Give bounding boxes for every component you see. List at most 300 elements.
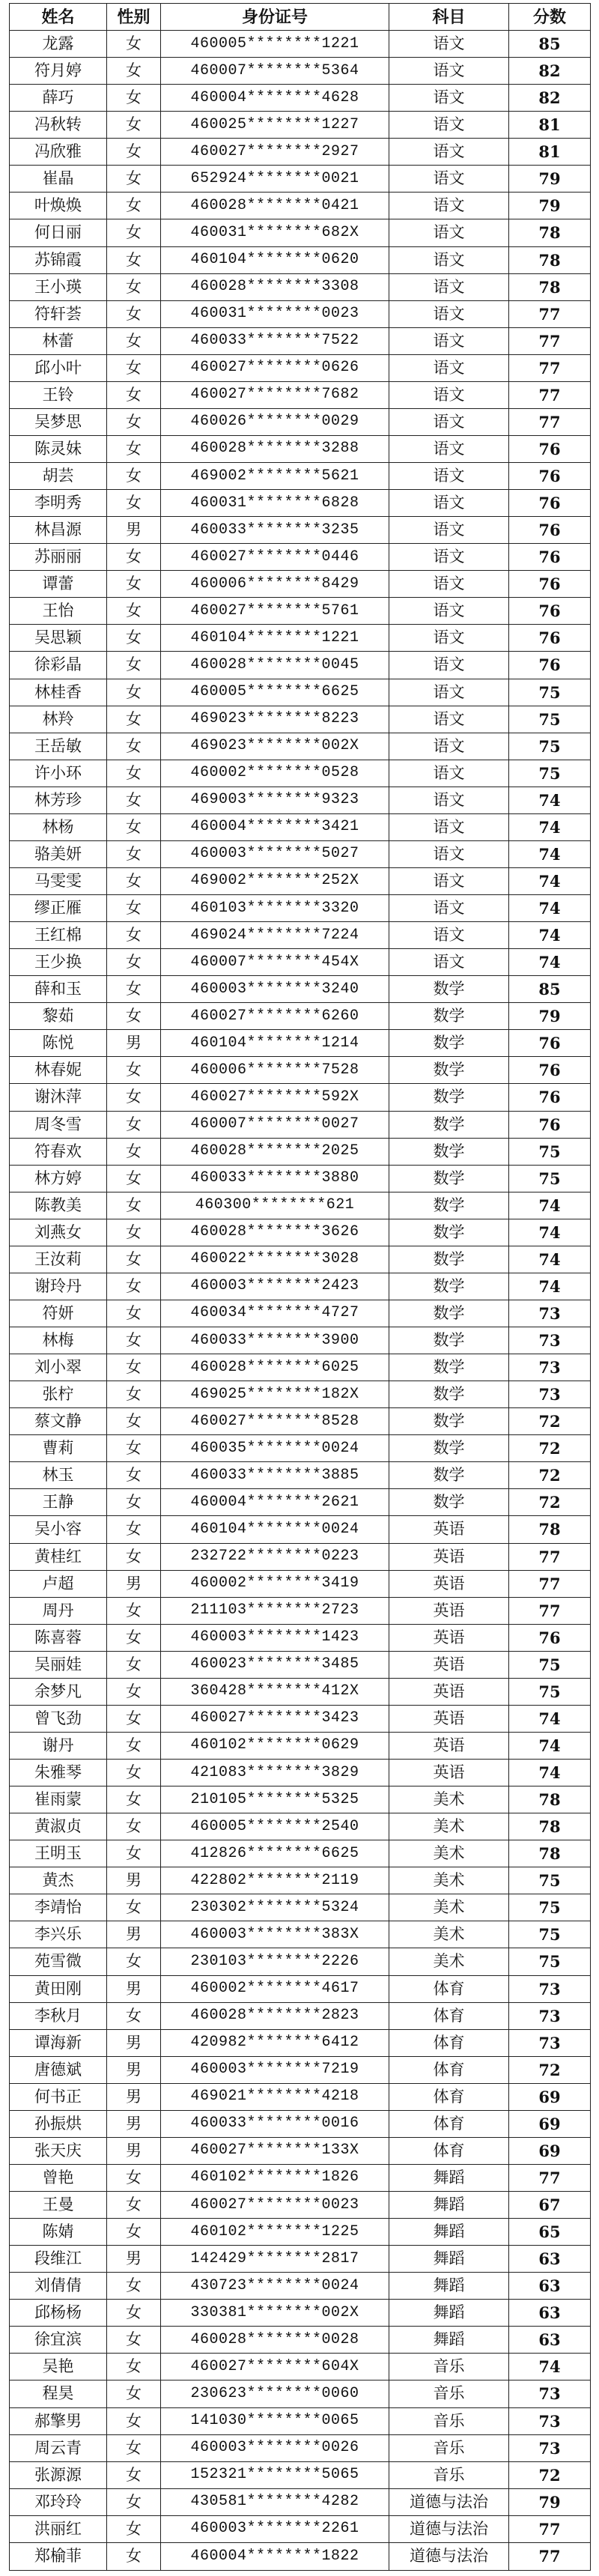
cell-id-number: 460035********0024 bbox=[161, 1435, 389, 1462]
cell-subject: 数学 bbox=[389, 1030, 509, 1057]
cell-score: 65 bbox=[509, 2219, 591, 2246]
cell-id-number: 232722********0223 bbox=[161, 1543, 389, 1570]
cell-name: 王怡 bbox=[10, 598, 107, 625]
cell-id-number: 460003********0026 bbox=[161, 2434, 389, 2461]
cell-score: 75 bbox=[509, 760, 591, 787]
cell-gender: 女 bbox=[107, 1597, 161, 1624]
cell-subject: 语文 bbox=[389, 354, 509, 381]
cell-subject: 语文 bbox=[389, 949, 509, 976]
cell-name: 陈喜蓉 bbox=[10, 1624, 107, 1651]
cell-subject: 舞蹈 bbox=[389, 2219, 509, 2246]
cell-score: 73 bbox=[509, 2002, 591, 2029]
table-row bbox=[10, 2056, 591, 2083]
cell-id-number: 460004********2621 bbox=[161, 1489, 389, 1516]
cell-subject: 数学 bbox=[389, 1489, 509, 1516]
cell-score: 79 bbox=[509, 2488, 591, 2515]
cell-score: 63 bbox=[509, 2273, 591, 2300]
table-row bbox=[10, 2300, 591, 2327]
cell-score: 74 bbox=[509, 2354, 591, 2380]
cell-id-number: 469025********182X bbox=[161, 1381, 389, 1408]
cell-name: 何日丽 bbox=[10, 219, 107, 246]
cell-gender: 女 bbox=[107, 2407, 161, 2434]
cell-gender: 女 bbox=[107, 1003, 161, 1030]
cell-gender: 女 bbox=[107, 867, 161, 894]
cell-name: 吴丽娃 bbox=[10, 1651, 107, 1678]
cell-id-number: 460003********2423 bbox=[161, 1273, 389, 1300]
cell-gender: 女 bbox=[107, 1705, 161, 1732]
table-row bbox=[10, 922, 591, 949]
table-row bbox=[10, 1300, 591, 1327]
cell-score: 63 bbox=[509, 2327, 591, 2354]
cell-score: 76 bbox=[509, 598, 591, 625]
cell-name: 吴梦思 bbox=[10, 408, 107, 435]
cell-gender: 男 bbox=[107, 517, 161, 544]
cell-id-number: 460027********7682 bbox=[161, 381, 389, 408]
cell-score: 77 bbox=[509, 408, 591, 435]
table-row bbox=[10, 1003, 591, 1030]
cell-name: 林昌源 bbox=[10, 517, 107, 544]
cell-score: 75 bbox=[509, 1948, 591, 1975]
cell-gender: 女 bbox=[107, 1111, 161, 1138]
cell-gender: 女 bbox=[107, 2434, 161, 2461]
cell-subject: 数学 bbox=[389, 1273, 509, 1300]
table-row bbox=[10, 1246, 591, 1273]
cell-name: 马雯雯 bbox=[10, 867, 107, 894]
cell-gender: 女 bbox=[107, 1192, 161, 1219]
cell-score: 77 bbox=[509, 327, 591, 354]
cell-name: 邱杨杨 bbox=[10, 2300, 107, 2327]
cell-name: 王明玉 bbox=[10, 1840, 107, 1867]
table-row bbox=[10, 1462, 591, 1489]
cell-score: 78 bbox=[509, 1813, 591, 1840]
cell-id-number: 460027********592X bbox=[161, 1084, 389, 1111]
cell-score: 74 bbox=[509, 787, 591, 813]
cell-name: 符妍 bbox=[10, 1300, 107, 1327]
cell-score: 76 bbox=[509, 625, 591, 652]
cell-score: 72 bbox=[509, 1408, 591, 1435]
cell-score: 78 bbox=[509, 1516, 591, 1543]
table-row bbox=[10, 490, 591, 517]
table-row bbox=[10, 895, 591, 922]
cell-subject: 语文 bbox=[389, 219, 509, 246]
table-row bbox=[10, 544, 591, 571]
cell-subject: 数学 bbox=[389, 1111, 509, 1138]
cell-id-number: 460028********0421 bbox=[161, 193, 389, 219]
cell-score: 76 bbox=[509, 1624, 591, 1651]
cell-id-number: 460027********5761 bbox=[161, 598, 389, 625]
table-row bbox=[10, 1489, 591, 1516]
cell-name: 林方婷 bbox=[10, 1165, 107, 1192]
cell-subject: 音乐 bbox=[389, 2354, 509, 2380]
cell-name: 唐德斌 bbox=[10, 2056, 107, 2083]
table-row bbox=[10, 1624, 591, 1651]
cell-gender: 女 bbox=[107, 2327, 161, 2354]
cell-score: 78 bbox=[509, 1786, 591, 1813]
cell-subject: 英语 bbox=[389, 1516, 509, 1543]
cell-id-number: 460028********2823 bbox=[161, 2002, 389, 2029]
table-row bbox=[10, 1760, 591, 1786]
cell-gender: 女 bbox=[107, 219, 161, 246]
cell-subject: 语文 bbox=[389, 625, 509, 652]
cell-score: 79 bbox=[509, 166, 591, 193]
table-row bbox=[10, 219, 591, 246]
cell-name: 郝擎男 bbox=[10, 2407, 107, 2434]
cell-subject: 英语 bbox=[389, 1732, 509, 1759]
cell-subject: 美术 bbox=[389, 1786, 509, 1813]
cell-gender: 女 bbox=[107, 1300, 161, 1327]
cell-id-number: 460028********3626 bbox=[161, 1219, 389, 1246]
table-row bbox=[10, 598, 591, 625]
cell-gender: 女 bbox=[107, 193, 161, 219]
cell-gender: 女 bbox=[107, 1354, 161, 1381]
cell-id-number: 210105********5325 bbox=[161, 1786, 389, 1813]
cell-score: 73 bbox=[509, 2407, 591, 2434]
table-row bbox=[10, 1030, 591, 1057]
cell-id-number: 460027********6260 bbox=[161, 1003, 389, 1030]
cell-name: 黄杰 bbox=[10, 1867, 107, 1894]
cell-id-number: 460003********2261 bbox=[161, 2515, 389, 2542]
cell-subject: 音乐 bbox=[389, 2380, 509, 2407]
table-row bbox=[10, 435, 591, 462]
cell-id-number: 469023********8223 bbox=[161, 706, 389, 733]
cell-score: 76 bbox=[509, 1084, 591, 1111]
cell-id-number: 460102********1826 bbox=[161, 2164, 389, 2191]
cell-name: 黄桂红 bbox=[10, 1543, 107, 1570]
cell-id-number: 460005********1221 bbox=[161, 31, 389, 58]
cell-id-number: 460027********8528 bbox=[161, 1408, 389, 1435]
cell-id-number: 460007********454X bbox=[161, 949, 389, 976]
table-row bbox=[10, 2354, 591, 2380]
cell-name: 薛和玉 bbox=[10, 976, 107, 1003]
cell-gender: 女 bbox=[107, 1786, 161, 1813]
cell-id-number: 469024********7224 bbox=[161, 922, 389, 949]
cell-name: 林蕾 bbox=[10, 327, 107, 354]
cell-subject: 语文 bbox=[389, 787, 509, 813]
cell-subject: 语文 bbox=[389, 517, 509, 544]
cell-id-number: 460033********0016 bbox=[161, 2110, 389, 2137]
cell-subject: 舞蹈 bbox=[389, 2300, 509, 2327]
cell-subject: 舞蹈 bbox=[389, 2164, 509, 2191]
cell-subject: 语文 bbox=[389, 598, 509, 625]
table-row bbox=[10, 2164, 591, 2191]
cell-score: 76 bbox=[509, 1030, 591, 1057]
cell-gender: 男 bbox=[107, 2137, 161, 2164]
cell-id-number: 460007********5364 bbox=[161, 58, 389, 85]
cell-gender: 女 bbox=[107, 976, 161, 1003]
cell-subject: 音乐 bbox=[389, 2461, 509, 2488]
cell-id-number: 460102********0629 bbox=[161, 1732, 389, 1759]
cell-name: 张天庆 bbox=[10, 2137, 107, 2164]
cell-gender: 女 bbox=[107, 598, 161, 625]
cell-gender: 男 bbox=[107, 1570, 161, 1597]
cell-score: 77 bbox=[509, 1597, 591, 1624]
cell-id-number: 460003********383X bbox=[161, 1921, 389, 1948]
cell-id-number: 460002********0528 bbox=[161, 760, 389, 787]
cell-score: 73 bbox=[509, 2434, 591, 2461]
table-row bbox=[10, 706, 591, 733]
cell-subject: 语文 bbox=[389, 435, 509, 462]
table-row bbox=[10, 2542, 591, 2570]
cell-subject: 舞蹈 bbox=[389, 2327, 509, 2354]
cell-subject: 英语 bbox=[389, 1651, 509, 1678]
cell-name: 朱雅琴 bbox=[10, 1760, 107, 1786]
cell-gender: 女 bbox=[107, 2273, 161, 2300]
cell-subject: 语文 bbox=[389, 381, 509, 408]
cell-subject: 语文 bbox=[389, 246, 509, 273]
cell-name: 王铃 bbox=[10, 381, 107, 408]
cell-score: 85 bbox=[509, 976, 591, 1003]
cell-name: 谭海新 bbox=[10, 2029, 107, 2056]
cell-subject: 语文 bbox=[389, 31, 509, 58]
cell-score: 81 bbox=[509, 139, 591, 166]
cell-id-number: 460028********3288 bbox=[161, 435, 389, 462]
cell-name: 谢玲丹 bbox=[10, 1273, 107, 1300]
cell-gender: 女 bbox=[107, 1057, 161, 1084]
cell-name: 陈悦 bbox=[10, 1030, 107, 1057]
table-row bbox=[10, 1894, 591, 1921]
cell-subject: 体育 bbox=[389, 2029, 509, 2056]
cell-gender: 女 bbox=[107, 895, 161, 922]
cell-name: 张源源 bbox=[10, 2461, 107, 2488]
table-row bbox=[10, 1570, 591, 1597]
cell-score: 73 bbox=[509, 1381, 591, 1408]
cell-id-number: 460028********0045 bbox=[161, 652, 389, 679]
cell-id-number: 469021********4218 bbox=[161, 2083, 389, 2110]
cell-subject: 美术 bbox=[389, 1894, 509, 1921]
table-row bbox=[10, 2246, 591, 2273]
cell-name: 曾飞劲 bbox=[10, 1705, 107, 1732]
cell-name: 谢沐萍 bbox=[10, 1084, 107, 1111]
cell-subject: 语文 bbox=[389, 544, 509, 571]
cell-score: 76 bbox=[509, 517, 591, 544]
table-row bbox=[10, 1786, 591, 1813]
cell-gender: 女 bbox=[107, 354, 161, 381]
cell-name: 谢丹 bbox=[10, 1732, 107, 1759]
table-row bbox=[10, 408, 591, 435]
cell-gender: 女 bbox=[107, 1948, 161, 1975]
table-row bbox=[10, 300, 591, 327]
cell-id-number: 230103********2226 bbox=[161, 1948, 389, 1975]
table-row bbox=[10, 733, 591, 760]
cell-score: 75 bbox=[509, 1894, 591, 1921]
cell-name: 余梦凡 bbox=[10, 1678, 107, 1705]
table-row bbox=[10, 2488, 591, 2515]
cell-id-number: 460102********1225 bbox=[161, 2219, 389, 2246]
table-row bbox=[10, 2219, 591, 2246]
cell-gender: 女 bbox=[107, 813, 161, 840]
table-row bbox=[10, 1111, 591, 1138]
cell-name: 叶焕焕 bbox=[10, 193, 107, 219]
cell-subject: 数学 bbox=[389, 976, 509, 1003]
cell-id-number: 460027********0446 bbox=[161, 544, 389, 571]
cell-gender: 男 bbox=[107, 1867, 161, 1894]
table-row bbox=[10, 1516, 591, 1543]
cell-name: 洪丽红 bbox=[10, 2515, 107, 2542]
cell-score: 72 bbox=[509, 1435, 591, 1462]
cell-id-number: 460022********3028 bbox=[161, 1246, 389, 1273]
cell-gender: 男 bbox=[107, 2110, 161, 2137]
table-row bbox=[10, 1138, 591, 1165]
cell-gender: 女 bbox=[107, 1165, 161, 1192]
table-row bbox=[10, 139, 591, 166]
cell-gender: 男 bbox=[107, 2083, 161, 2110]
cell-gender: 女 bbox=[107, 85, 161, 112]
cell-name: 徐彩晶 bbox=[10, 652, 107, 679]
cell-id-number: 230302********5324 bbox=[161, 1894, 389, 1921]
cell-score: 78 bbox=[509, 273, 591, 300]
cell-id-number: 460004********4628 bbox=[161, 85, 389, 112]
table-row bbox=[10, 2137, 591, 2164]
cell-subject: 数学 bbox=[389, 1165, 509, 1192]
cell-id-number: 460002********3419 bbox=[161, 1570, 389, 1597]
table-row bbox=[10, 166, 591, 193]
cell-subject: 数学 bbox=[389, 1138, 509, 1165]
cell-name: 刘燕女 bbox=[10, 1219, 107, 1246]
cell-subject: 体育 bbox=[389, 2083, 509, 2110]
cell-name: 冯秋转 bbox=[10, 112, 107, 139]
cell-score: 63 bbox=[509, 2300, 591, 2327]
cell-gender: 女 bbox=[107, 1408, 161, 1435]
cell-id-number: 652924********0021 bbox=[161, 166, 389, 193]
cell-subject: 英语 bbox=[389, 1597, 509, 1624]
table-row bbox=[10, 193, 591, 219]
cell-id-number: 460025********1227 bbox=[161, 112, 389, 139]
cell-id-number: 460104********0024 bbox=[161, 1516, 389, 1543]
cell-name: 曹莉 bbox=[10, 1435, 107, 1462]
cell-gender: 女 bbox=[107, 544, 161, 571]
table-row bbox=[10, 2515, 591, 2542]
cell-subject: 数学 bbox=[389, 1462, 509, 1489]
table-row bbox=[10, 58, 591, 85]
cell-gender: 女 bbox=[107, 31, 161, 58]
cell-id-number: 460023********3485 bbox=[161, 1651, 389, 1678]
cell-subject: 语文 bbox=[389, 490, 509, 517]
cell-name: 黎茹 bbox=[10, 1003, 107, 1030]
cell-subject: 英语 bbox=[389, 1678, 509, 1705]
cell-name: 李秋月 bbox=[10, 2002, 107, 2029]
cell-subject: 数学 bbox=[389, 1003, 509, 1030]
cell-id-number: 460004********3421 bbox=[161, 813, 389, 840]
cell-score: 76 bbox=[509, 435, 591, 462]
cell-subject: 舞蹈 bbox=[389, 2192, 509, 2219]
cell-subject: 语文 bbox=[389, 733, 509, 760]
cell-gender: 女 bbox=[107, 2515, 161, 2542]
cell-score: 77 bbox=[509, 2542, 591, 2570]
cell-name: 胡芸 bbox=[10, 463, 107, 490]
cell-score: 76 bbox=[509, 571, 591, 598]
cell-gender: 女 bbox=[107, 1084, 161, 1111]
table-row bbox=[10, 2273, 591, 2300]
table-row bbox=[10, 1975, 591, 2002]
cell-score: 76 bbox=[509, 544, 591, 571]
cell-name: 段维江 bbox=[10, 2246, 107, 2273]
cell-name: 吴小容 bbox=[10, 1516, 107, 1543]
cell-subject: 语文 bbox=[389, 867, 509, 894]
cell-id-number: 230623********0060 bbox=[161, 2380, 389, 2407]
cell-id-number: 420982********6412 bbox=[161, 2029, 389, 2056]
cell-gender: 女 bbox=[107, 1678, 161, 1705]
cell-gender: 女 bbox=[107, 1327, 161, 1354]
cell-id-number: 460031********6828 bbox=[161, 490, 389, 517]
table-row bbox=[10, 85, 591, 112]
cell-gender: 女 bbox=[107, 1246, 161, 1273]
cell-score: 75 bbox=[509, 679, 591, 706]
cell-id-number: 460004********1822 bbox=[161, 2542, 389, 2570]
table-row bbox=[10, 1408, 591, 1435]
cell-id-number: 460003********5027 bbox=[161, 840, 389, 867]
cell-gender: 男 bbox=[107, 2056, 161, 2083]
cell-score: 85 bbox=[509, 31, 591, 58]
cell-subject: 数学 bbox=[389, 1300, 509, 1327]
cell-id-number: 460006********7528 bbox=[161, 1057, 389, 1084]
cell-subject: 数学 bbox=[389, 1192, 509, 1219]
cell-subject: 体育 bbox=[389, 2002, 509, 2029]
cell-name: 林梅 bbox=[10, 1327, 107, 1354]
cell-id-number: 460027********604X bbox=[161, 2354, 389, 2380]
cell-id-number: 460006********8429 bbox=[161, 571, 389, 598]
cell-name: 符轩荟 bbox=[10, 300, 107, 327]
cell-score: 75 bbox=[509, 1921, 591, 1948]
cell-gender: 女 bbox=[107, 679, 161, 706]
cell-score: 72 bbox=[509, 2461, 591, 2488]
table-row bbox=[10, 571, 591, 598]
table-row bbox=[10, 1435, 591, 1462]
cell-subject: 语文 bbox=[389, 895, 509, 922]
cell-name: 王红棉 bbox=[10, 922, 107, 949]
cell-name: 周云青 bbox=[10, 2434, 107, 2461]
cell-score: 81 bbox=[509, 112, 591, 139]
table-row bbox=[10, 1921, 591, 1948]
cell-id-number: 422802********2119 bbox=[161, 1867, 389, 1894]
cell-subject: 语文 bbox=[389, 706, 509, 733]
cell-gender: 女 bbox=[107, 1813, 161, 1840]
cell-id-number: 460033********3900 bbox=[161, 1327, 389, 1354]
cell-gender: 女 bbox=[107, 435, 161, 462]
cell-gender: 女 bbox=[107, 1760, 161, 1786]
cell-subject: 语文 bbox=[389, 112, 509, 139]
cell-score: 69 bbox=[509, 2137, 591, 2164]
cell-name: 崔晶 bbox=[10, 166, 107, 193]
cell-subject: 语文 bbox=[389, 273, 509, 300]
cell-score: 75 bbox=[509, 706, 591, 733]
cell-id-number: 360428********412X bbox=[161, 1678, 389, 1705]
cell-gender: 女 bbox=[107, 733, 161, 760]
cell-gender: 女 bbox=[107, 787, 161, 813]
cell-subject: 数学 bbox=[389, 1246, 509, 1273]
table-row bbox=[10, 112, 591, 139]
cell-subject: 舞蹈 bbox=[389, 2273, 509, 2300]
table-row bbox=[10, 2192, 591, 2219]
cell-score: 74 bbox=[509, 1705, 591, 1732]
cell-subject: 体育 bbox=[389, 2056, 509, 2083]
cell-id-number: 460028********6025 bbox=[161, 1354, 389, 1381]
cell-subject: 道德与法治 bbox=[389, 2542, 509, 2570]
cell-score: 74 bbox=[509, 1760, 591, 1786]
cell-score: 74 bbox=[509, 949, 591, 976]
cell-gender: 男 bbox=[107, 2246, 161, 2273]
table-row bbox=[10, 840, 591, 867]
cell-score: 76 bbox=[509, 1111, 591, 1138]
cell-subject: 数学 bbox=[389, 1084, 509, 1111]
cell-score: 73 bbox=[509, 1300, 591, 1327]
cell-name: 徐宜滨 bbox=[10, 2327, 107, 2354]
table-row bbox=[10, 1597, 591, 1624]
cell-name: 林玉 bbox=[10, 1462, 107, 1489]
cell-id-number: 460027********0023 bbox=[161, 2192, 389, 2219]
cell-gender: 女 bbox=[107, 2354, 161, 2380]
cell-name: 刘小翠 bbox=[10, 1354, 107, 1381]
cell-gender: 女 bbox=[107, 2380, 161, 2407]
